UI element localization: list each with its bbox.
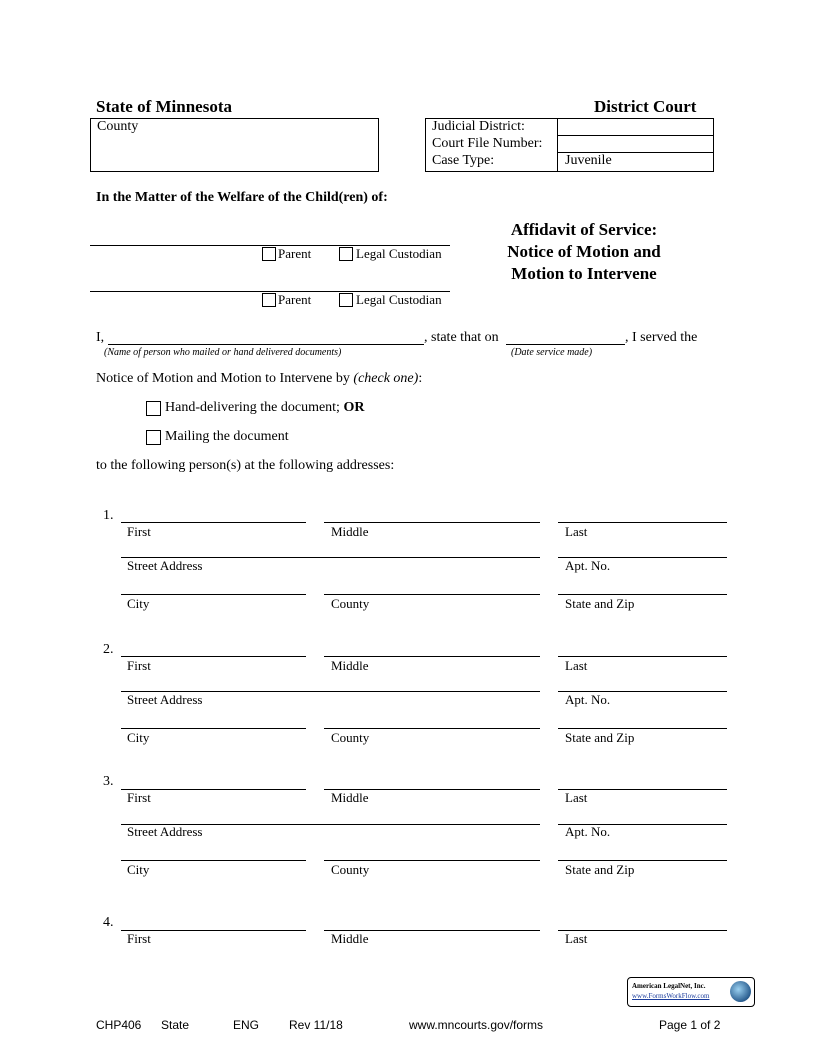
first-label: First bbox=[127, 931, 151, 946]
county-label: County bbox=[331, 596, 370, 611]
state-zip-label: State and Zip bbox=[565, 862, 635, 877]
footer-form-code: CHP406 bbox=[96, 1018, 142, 1032]
party-2-custodian-checkbox[interactable] bbox=[339, 293, 353, 307]
judicial-district-field[interactable] bbox=[557, 135, 713, 136]
street-address-label: Street Address bbox=[127, 824, 203, 839]
judicial-district-label: Judicial District: bbox=[432, 119, 525, 134]
mailing-checkbox[interactable] bbox=[146, 430, 161, 445]
matter-heading: In the Matter of the Welfare of the Child(ren) of: bbox=[96, 190, 388, 205]
server-name-caption: (Name of person who mailed or hand delivered documents) bbox=[104, 347, 342, 358]
city-field[interactable] bbox=[121, 728, 306, 729]
court-info-divider bbox=[557, 119, 558, 171]
city-label: City bbox=[127, 730, 150, 745]
formsworkflow-logo[interactable] bbox=[627, 977, 755, 1007]
county-field[interactable] bbox=[324, 860, 540, 861]
county-label: County bbox=[331, 730, 370, 745]
middle-label: Middle bbox=[331, 658, 369, 673]
state-zip-label: State and Zip bbox=[565, 596, 635, 611]
form-title-line-2: Notice of Motion and bbox=[507, 242, 661, 261]
address-number: 2. bbox=[103, 642, 114, 657]
first-name-field[interactable] bbox=[121, 522, 306, 523]
county-box[interactable] bbox=[90, 118, 379, 172]
service-date-field[interactable] bbox=[506, 344, 625, 345]
apt-no-label: Apt. No. bbox=[565, 558, 611, 573]
logo-url[interactable]: www.FormsWorkFlow.com bbox=[632, 992, 710, 1000]
street-address-label: Street Address bbox=[127, 692, 203, 707]
county-label: County bbox=[97, 119, 139, 134]
globe-icon bbox=[730, 981, 751, 1002]
state-zip-field[interactable] bbox=[558, 728, 727, 729]
statement-i: I, bbox=[96, 330, 105, 345]
footer-language: ENG bbox=[233, 1018, 260, 1032]
address-number: 1. bbox=[103, 508, 114, 523]
county-field[interactable] bbox=[324, 728, 540, 729]
party-2-parent-label: Parent bbox=[278, 292, 312, 307]
persons-text: to the following person(s) at the following addresses: bbox=[96, 458, 395, 473]
city-label: City bbox=[127, 596, 150, 611]
hand-delivery-option bbox=[165, 400, 364, 416]
last-label: Last bbox=[565, 658, 588, 673]
middle-name-field[interactable] bbox=[324, 522, 540, 523]
party-1-parent-label: Parent bbox=[278, 246, 312, 261]
mailing-label: Mailing the document bbox=[165, 429, 289, 444]
city-field[interactable] bbox=[121, 860, 306, 861]
middle-label: Middle bbox=[331, 790, 369, 805]
check-one-text: (check one) bbox=[353, 371, 419, 386]
county-label: County bbox=[331, 862, 370, 877]
statement-served: , I served the bbox=[625, 330, 698, 345]
court-info-box bbox=[425, 118, 714, 172]
service-date-caption: (Date service made) bbox=[511, 347, 593, 358]
middle-name-field[interactable] bbox=[324, 656, 540, 657]
hand-delivery-checkbox[interactable] bbox=[146, 401, 161, 416]
server-name-field[interactable] bbox=[108, 344, 424, 345]
middle-label: Middle bbox=[331, 524, 369, 539]
county-field[interactable] bbox=[324, 594, 540, 595]
apt-no-label: Apt. No. bbox=[565, 692, 611, 707]
first-name-field[interactable] bbox=[121, 656, 306, 657]
footer-jurisdiction: State bbox=[161, 1018, 190, 1032]
state-heading: State of Minnesota bbox=[96, 97, 232, 116]
state-zip-label: State and Zip bbox=[565, 730, 635, 745]
last-name-field[interactable] bbox=[558, 656, 727, 657]
middle-label: Middle bbox=[331, 931, 369, 946]
party-1-parent-checkbox[interactable] bbox=[262, 247, 276, 261]
state-zip-field[interactable] bbox=[558, 860, 727, 861]
first-label: First bbox=[127, 658, 151, 673]
party-1-custodian-checkbox[interactable] bbox=[339, 247, 353, 261]
or-label: OR bbox=[343, 400, 365, 415]
form-title-line-1: Affidavit of Service: bbox=[510, 220, 658, 239]
street-address-label: Street Address bbox=[127, 558, 203, 573]
statement-state-that-on: , state that on bbox=[424, 330, 499, 345]
notice-text: Notice of Motion and Motion to Intervene by bbox=[96, 371, 354, 386]
footer-revision: Rev 11/18 bbox=[289, 1018, 343, 1032]
first-label: First bbox=[127, 524, 151, 539]
footer-page: Page 1 of 2 bbox=[659, 1018, 721, 1032]
apt-no-label: Apt. No. bbox=[565, 824, 611, 839]
last-name-field[interactable] bbox=[558, 522, 727, 523]
case-type-label: Case Type: bbox=[432, 153, 495, 168]
notice-line bbox=[96, 371, 422, 387]
footer-website[interactable]: www.mncourts.gov/forms bbox=[409, 1018, 544, 1032]
logo-name: American LegalNet, Inc. bbox=[632, 982, 706, 990]
last-label: Last bbox=[565, 931, 588, 946]
first-label: First bbox=[127, 790, 151, 805]
notice-colon: : bbox=[418, 371, 423, 386]
city-label: City bbox=[127, 862, 150, 877]
party-1-custodian-label: Legal Custodian bbox=[356, 246, 442, 261]
state-zip-field[interactable] bbox=[558, 594, 727, 595]
court-heading: District Court bbox=[594, 97, 697, 116]
last-label: Last bbox=[565, 524, 588, 539]
form-title-line-3: Motion to Intervene bbox=[511, 264, 657, 283]
address-number: 3. bbox=[103, 774, 114, 789]
address-number: 4. bbox=[103, 915, 114, 930]
party-2-parent-checkbox[interactable] bbox=[262, 293, 276, 307]
party-2-custodian-label: Legal Custodian bbox=[356, 292, 442, 307]
court-file-number-label: Court File Number: bbox=[432, 136, 543, 151]
last-label: Last bbox=[565, 790, 588, 805]
city-field[interactable] bbox=[121, 594, 306, 595]
case-type-value: Juvenile bbox=[565, 153, 612, 168]
hand-delivery-label: Hand-delivering the document; bbox=[165, 400, 344, 415]
